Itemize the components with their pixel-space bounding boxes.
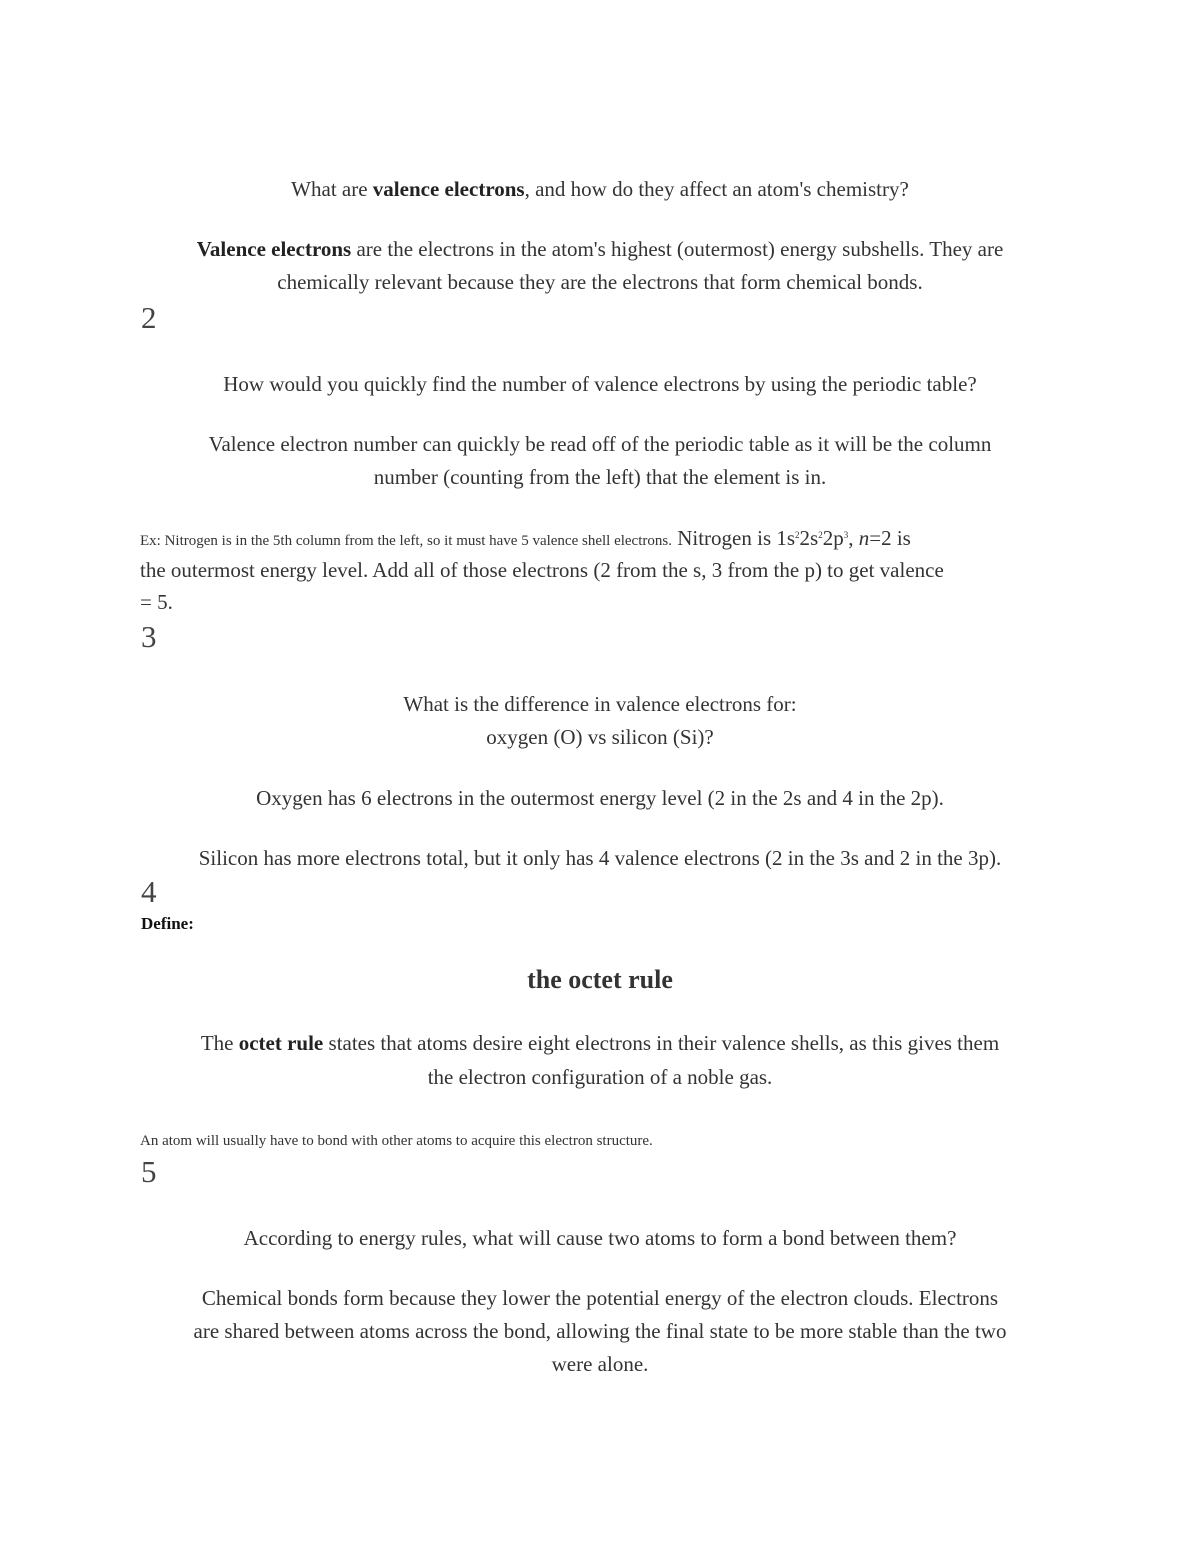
example-config-text: Nitrogen is 1s [671, 526, 796, 550]
answer-5-line-3: were alone. [551, 1352, 649, 1376]
question-5: According to energy rules, what will cause two atoms to form a bond between them? [243, 1226, 957, 1250]
answer-4-keyword: octet rule [238, 1031, 324, 1055]
answer-1-text: are the electrons in the atom's highest (outermost) energy subshells. They are [351, 237, 1004, 261]
question-3-line-1: What is the difference in valence electrons for: [403, 692, 797, 716]
answer-4-text: states that atoms desire eight electrons in their valence shells, as this gives them [323, 1031, 1000, 1055]
config-2p: 2p [822, 526, 844, 550]
question-1-text-post: , and how do they affect an atom's chemistry? [524, 177, 909, 201]
question-number-2: 2 [141, 300, 157, 335]
superscript-3: 3 [843, 530, 849, 540]
answer-2-line-2: number (counting from the left) that the element is in. [373, 465, 827, 489]
superscript-1: 2 [795, 530, 800, 540]
question-number-4: 4 [141, 874, 157, 909]
n-variable: n [858, 526, 870, 550]
octet-note: An atom will usually have to bond with other atoms to acquire this electron structure. [140, 1133, 653, 1149]
question-number-3: 3 [141, 619, 157, 654]
question-1-keyword: valence electrons [372, 177, 525, 201]
example-small-text: Ex: Nitrogen is in the 5th column from the left, so it must have 5 valence shell electrons. [140, 533, 672, 549]
octet-rule-heading: the octet rule [527, 965, 673, 994]
answer-4-line-2: the electron configuration of a noble gas. [427, 1065, 773, 1089]
n-equals-text: =2 is [869, 526, 911, 550]
example-line-1 [140, 526, 1060, 553]
question-number-5: 5 [141, 1154, 157, 1189]
example-line-2: the outermost energy level. Add all of those electrons (2 from the s, 3 from the p) to get valence [140, 558, 944, 582]
question-2: How would you quickly find the number of valence electrons by using the periodic table? [223, 372, 977, 396]
answer-1-line-1 [140, 237, 1060, 261]
answer-2-line-1: Valence electron number can quickly be read off of the periodic table as it will be the column [208, 432, 992, 456]
answer-5-line-1: Chemical bonds form because they lower the potential energy of the electron clouds. Electrons [201, 1286, 999, 1310]
comma: , [848, 526, 859, 550]
question-1 [140, 177, 1060, 201]
question-3-line-2: oxygen (O) vs silicon (Si)? [486, 725, 714, 749]
superscript-2: 2 [818, 530, 823, 540]
define-label: Define: [141, 914, 194, 933]
answer-1-line-2: chemically relevant because they are the electrons that form chemical bonds. [277, 270, 923, 294]
answer-1-keyword: Valence electrons [196, 237, 352, 261]
answer-4-line-1 [140, 1031, 1060, 1055]
question-1-text-pre: What are [291, 177, 373, 201]
example-line-3: = 5. [140, 590, 173, 614]
answer-3-silicon: Silicon has more electrons total, but it only has 4 valence electrons (2 in the 3s and 2 in the 3p). [198, 846, 1002, 870]
answer-5-line-2: are shared between atoms across the bond, allowing the final state to be more stable than the two [193, 1319, 1007, 1343]
config-2s: 2s [799, 526, 819, 550]
answer-3-oxygen: Oxygen has 6 electrons in the outermost energy level (2 in the 2s and 4 in the 2p). [256, 786, 944, 810]
answer-4-text-pre: The [200, 1031, 239, 1055]
